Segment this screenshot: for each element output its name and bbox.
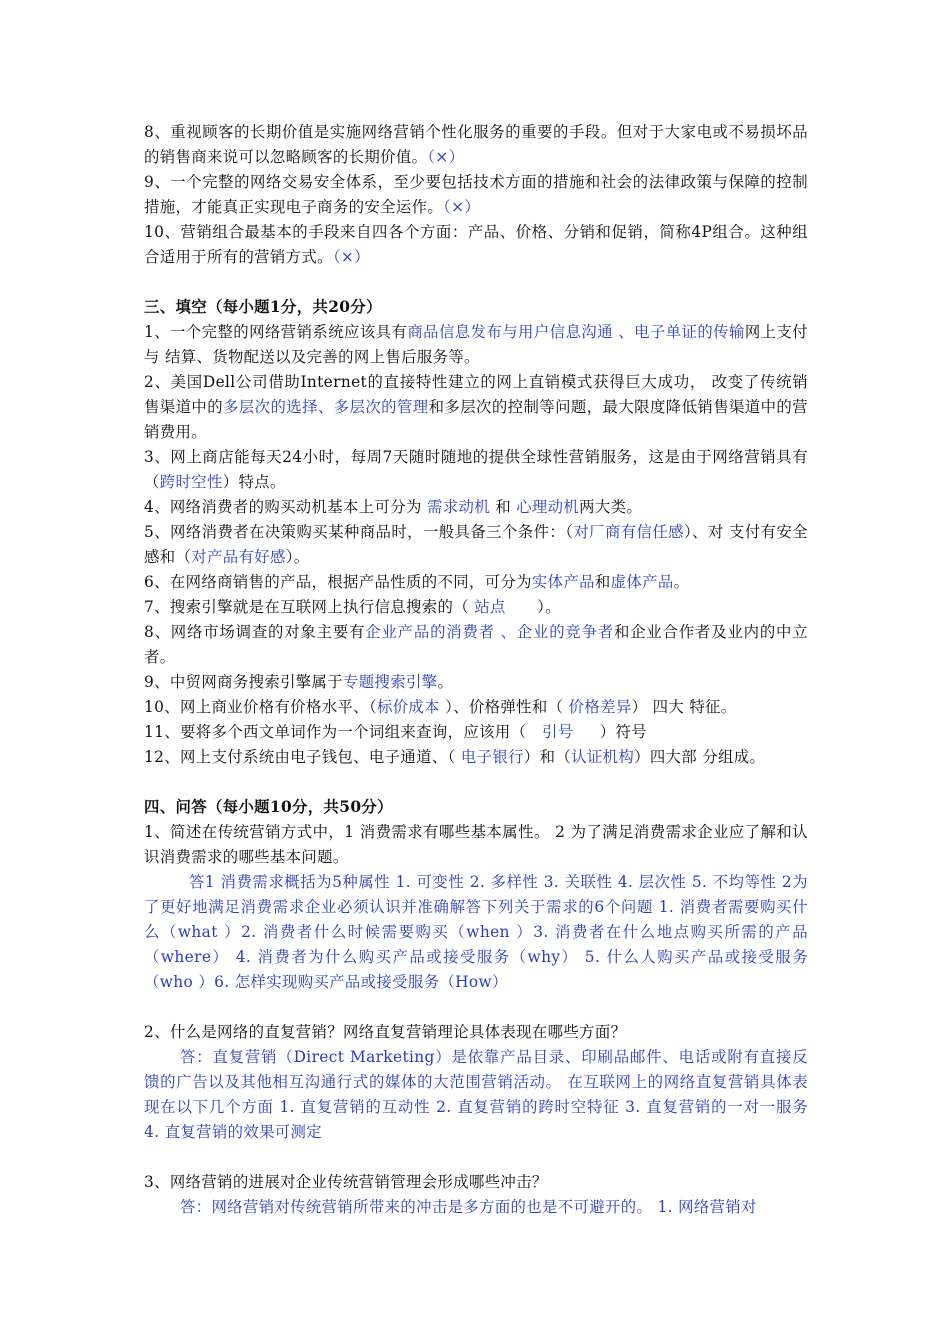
judgement-item-9 (144, 170, 808, 220)
fill-item-9 (144, 670, 808, 695)
answer-text: 专题搜索引擎 (343, 673, 438, 691)
answer-mark: （×） (427, 148, 465, 166)
judgement-item-10 (144, 220, 808, 270)
fill-item-6 (144, 570, 808, 595)
question-text: ）。 (505, 598, 561, 616)
answer-text: 标价成本 (376, 698, 440, 716)
answer-text: 站点 (474, 598, 506, 616)
question-text: ）和（ (523, 748, 572, 766)
answer-text: 引号 (542, 723, 574, 741)
fill-item-8 (144, 620, 808, 670)
fill-item-7 (144, 595, 808, 620)
question-text: ）四大部 分组成。 (634, 748, 766, 766)
question-text: ）符号 (573, 723, 647, 741)
qa-answer-2: 答：直复营销（Direct Marketing）是依靠产品目录、印刷品邮件、电话或附有直接反馈的广告以及其他相互沟通行式的媒体的大范围营销活动。 在互联网上的网络直复营销具体表现在以下几个方面 1. 直复营销的互动性 2. 直复营销的跨时空特征 3. 直复营销的一对一服务 4. 直复营销的效果可测定 (144, 1048, 808, 1141)
qa-answer-3: 答：网络营销对传统营销所带来的冲击是多方面的也是不可避开的。 1. 网络营销对 (180, 1198, 757, 1216)
question-text: ）。 (285, 548, 310, 566)
question-text: 1、一个完整的网络营销系统应该具有 (144, 323, 408, 341)
answer-mark: （×） (443, 198, 481, 216)
question-text: 和多层次的控制等问题，最大限度降低销售渠道中的营销费用。 (144, 398, 808, 441)
answer-text: 心理动机 (516, 498, 580, 516)
section-heading-fill-in: 三、填空（每小题1分，共20分） (144, 298, 382, 316)
question-text: 9、一个完整的网络交易安全体系，至少要包括技术方面的措施和社会的法律政策与保障的控制措施，才能真正实现电子商务的安全运作。 (144, 173, 808, 216)
question-text: 11、要将多个西文单词作为一个词组来查询，应该用（ (144, 723, 543, 741)
question-text: 10、营销组合最基本的手段来自四各个方面：产品、价格、分销和促销，简称4P组合。这种组合适用于所有的营销方式。 (144, 223, 808, 266)
qa-question-2: 2、什么是网络的直复营销？网络直复营销理论具体表现在哪些方面？ (144, 1023, 627, 1041)
answer-text: 需求动机 (426, 498, 490, 516)
question-text: 8、网络市场调查的对象主要有 (144, 623, 366, 641)
question-text: 7、搜索引擎就是在互联网上执行信息搜索的（ (144, 598, 475, 616)
answer-text: 认证机构 (571, 748, 635, 766)
fill-item-11 (144, 720, 808, 745)
question-text: 和企业合作者及业内的中立者。 (144, 623, 808, 666)
answer-text: 对厂商有信任感 (573, 523, 684, 541)
question-text: 和 (489, 498, 517, 516)
question-text: ）特点。 (222, 473, 286, 491)
question-text: ）、对 支付有安全感和（ (144, 523, 808, 566)
answer-text: 电子银行 (460, 748, 524, 766)
answer-text: 对产品有好感 (191, 548, 286, 566)
answer-text: 虚体产品 (610, 573, 674, 591)
fill-item-1 (144, 320, 808, 370)
qa-question-3: 3、网络营销的进展对企业传统营销管理会形成哪些冲击？ (144, 1173, 548, 1191)
question-text: ） 四大 特征。 (631, 698, 737, 716)
answer-text: 实体产品 (531, 573, 595, 591)
question-text: ）、价格弹性和（ (439, 698, 569, 716)
question-text: 10、网上商业价格有价格水平、（ (144, 698, 377, 716)
question-text: 9、中贸网商务搜索引擎属于 (144, 673, 344, 691)
question-text: 。 (673, 573, 690, 591)
question-text: 8、重视顾客的长期价值是实施网络营销个性化服务的重要的手段。但对于大家电或不易损坏品的销售商来说可以忽略顾客的长期价值。 (144, 123, 808, 166)
answer-mark: （×） (332, 248, 370, 266)
fill-item-3 (144, 445, 808, 495)
question-text: 5、网络消费者在决策购买某种商品时，一般具备三个条件：（ (144, 523, 574, 541)
section-heading-qa: 四、问答（每小题10分，共50分） (144, 798, 393, 816)
fill-item-4 (144, 495, 808, 520)
question-text: 6、在网络商销售的产品，根据产品性质的不同，可分为 (144, 573, 532, 591)
question-text: 2、美国Dell公司借助Internet的直接特性建立的网上直销模式获得巨大成功， 改变了传统销售渠道中的 (144, 373, 808, 416)
judgement-item-8 (144, 120, 808, 170)
answer-text: 多层次的选择、多层次的管理 (223, 398, 429, 416)
fill-item-2 (144, 370, 808, 445)
qa-answer-1: 答1 消费需求概括为5种属性 1. 可变性 2. 多样性 3. 关联性 4. 层次性 5. 不均等性 2为了更好地满足消费需求企业必须认识并准确解答下列关于需求的6个问题 1. 消费者需要购买什么（what ）2. 消费者什么时候需要购买（when ）3. 消费者在什么地点购买所需的产品（where） 4. 消费者为什么购买产品或接受服务（why） 5. 什么人购买产品或接受服务（who ）6. 怎样实现购买产品或接受服务（How） (144, 873, 808, 991)
qa-question-1: 1、简述在传统营销方式中，1 消费需求有哪些基本属性。 2 为了满足消费需求企业应了解和认识消费需求的哪些基本问题。 (144, 823, 808, 866)
document-page (144, 120, 808, 1220)
fill-item-5 (144, 520, 808, 570)
question-text: 网上支付与 结算、货物配送以及完善的网上售后服务等。 (144, 323, 809, 366)
fill-item-10 (144, 695, 808, 720)
question-text: 3、网上商店能每天24小时，每周7天随时随地的提供全球性营销服务，这是由于网络营销具有（ (144, 448, 808, 491)
question-text: 4、网络消费者的购买动机基本上可分为 (144, 498, 427, 516)
answer-text: 企业产品的消费者 、企业的竞争者 (365, 623, 615, 641)
question-text: 两大类。 (579, 498, 643, 516)
answer-text: 跨时空性 (159, 473, 223, 491)
spacer (144, 995, 808, 1020)
spacer (144, 1145, 808, 1170)
answer-text: 价格差异 (568, 698, 632, 716)
question-text: 和 (594, 573, 611, 591)
question-text: 12、网上支付系统由电子钱包、电子通道、（ (144, 748, 461, 766)
question-text: 。 (437, 673, 454, 691)
answer-text: 商品信息发布与用户信息沟通 、电子单证的传输 (407, 323, 745, 341)
fill-item-12 (144, 745, 808, 770)
